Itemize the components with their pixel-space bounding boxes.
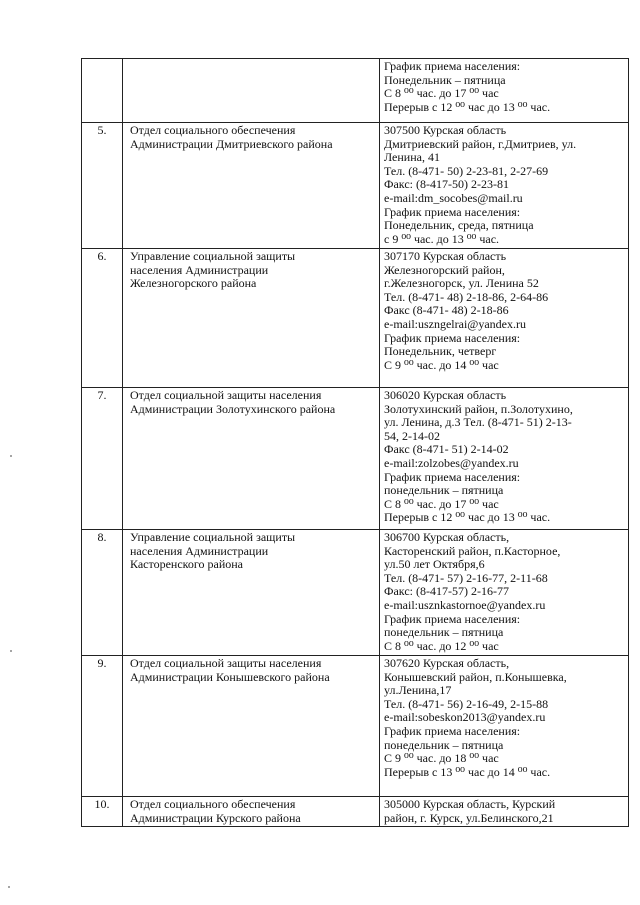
- organization-name-line: Администрации Курского района: [130, 810, 301, 825]
- contact-info-line: Понедельник – пятница: [384, 72, 506, 87]
- organization-name: [123, 656, 380, 797]
- table-row: [82, 123, 629, 249]
- contact-info-line: График приема населения:: [384, 469, 521, 484]
- table-row: [82, 388, 629, 530]
- contact-info-line: График приема населения:: [384, 723, 521, 738]
- contact-info-line: С 8 ⁰⁰ час. до 17 ⁰⁰ час: [384, 496, 499, 511]
- contact-info-line: с 9 ⁰⁰ час. до 13 ⁰⁰ час.: [384, 231, 500, 246]
- contact-info-line: e-mail:uszngelrai@yandex.ru: [384, 316, 526, 331]
- contact-info-line: С 9 ⁰⁰ час. до 14 ⁰⁰ час: [384, 357, 499, 372]
- table-row: [82, 656, 629, 797]
- organization-name-line: Управление социальной защиты: [130, 249, 296, 263]
- contact-info-line: Касторенский район, п.Касторное,: [384, 543, 561, 558]
- organization-name-line: Отдел социального обеспечения: [130, 797, 296, 811]
- contact-info-line: Факс (8-471- 51) 2-14-02: [384, 442, 509, 457]
- scan-speck: [8, 886, 10, 888]
- organization-name-line: Отдел социального обеспечения: [130, 123, 296, 137]
- contact-info-line: График приема населения:: [384, 330, 521, 345]
- contact-info-line: Железногорский район,: [384, 262, 505, 277]
- contact-info-line: Тел. (8-471- 57) 2-16-77, 2-11-68: [384, 570, 548, 585]
- contact-info: [380, 59, 629, 123]
- organization-name-line: Администрации Золотухинского района: [130, 401, 336, 416]
- contact-info-line: Факс: (8-417-50) 2-23-81: [384, 177, 509, 192]
- organization-name: [123, 388, 380, 530]
- offices-table: [81, 58, 629, 827]
- organization-name: [123, 123, 380, 249]
- contact-info-line: Перерыв с 12 ⁰⁰ час до 13 ⁰⁰ час.: [384, 510, 551, 525]
- table-row: [82, 797, 629, 827]
- row-number: 9.: [82, 656, 123, 797]
- organization-name-line: населения Администрации: [130, 262, 269, 277]
- row-number: 8.: [82, 530, 123, 656]
- contact-info-line: График приема населения:: [384, 204, 521, 219]
- organization-name: [123, 249, 380, 388]
- contact-info-line: e-mail:dm_socobes@mail.ru: [384, 190, 523, 205]
- contact-info-line: Понедельник, четверг: [384, 344, 497, 359]
- contact-info-line: С 8 ⁰⁰ час. до 12 ⁰⁰ час: [384, 638, 499, 653]
- organization-name-line: Железногорского района: [130, 276, 257, 291]
- contact-info: [380, 123, 629, 249]
- organization-name-line: Отдел социальной защиты населения: [130, 388, 322, 402]
- contact-info-line: 54, 2-14-02: [384, 428, 440, 443]
- contact-info-line: 306020 Курская область: [384, 388, 507, 402]
- contact-info-line: Факс (8-471- 48) 2-18-86: [384, 303, 509, 318]
- contact-info-line: График приема населения:: [384, 59, 521, 73]
- contact-info-line: район, г. Курск, ул.Белинского,21: [384, 810, 554, 825]
- table-row: [82, 59, 629, 123]
- contact-info-line: Тел. (8-471- 56) 2-16-49, 2-15-88: [384, 696, 549, 711]
- scan-speck: [10, 650, 12, 652]
- contact-info-line: ул.50 лет Октября,6: [384, 557, 485, 572]
- contact-info-line: понедельник – пятница: [384, 483, 504, 498]
- table-row: [82, 530, 629, 656]
- contact-info: [380, 656, 629, 797]
- contact-info-line: 305000 Курская область, Курский: [384, 797, 556, 811]
- contact-info-line: Перерыв с 13 ⁰⁰ час до 14 ⁰⁰ час.: [384, 764, 551, 779]
- organization-name: [123, 797, 380, 827]
- contact-info-line: С 9 ⁰⁰ час. до 18 ⁰⁰ час: [384, 751, 499, 766]
- contact-info-line: 307500 Курская область: [384, 123, 507, 137]
- contact-info-line: 306700 Курская область,: [384, 530, 510, 544]
- contact-info-line: Ленина, 41: [384, 150, 440, 165]
- contact-info-line: ул.Ленина,17: [384, 683, 452, 698]
- contact-info-line: Перерыв с 12 ⁰⁰ час до 13 ⁰⁰ час.: [384, 99, 551, 114]
- contact-info-line: 307170 Курская область: [384, 249, 507, 263]
- contact-info-line: г.Железногорск, ул. Ленина 52: [384, 276, 539, 291]
- organization-name-line: Администрации Дмитриевского района: [130, 136, 333, 151]
- contact-info: [380, 388, 629, 530]
- contact-info-line: Золотухинский район, п.Золотухино,: [384, 401, 573, 416]
- organization-name-line: населения Администрации: [130, 543, 269, 558]
- contact-info-line: e-mail:usznkastornoe@yandex.ru: [384, 597, 546, 612]
- organization-name-line: Администрации Конышевского района: [130, 669, 330, 684]
- scan-speck: [10, 455, 12, 457]
- contact-info: [380, 249, 629, 388]
- contact-info-line: График приема населения:: [384, 611, 521, 626]
- contact-info-line: e-mail:zolzobes@yandex.ru: [384, 455, 519, 470]
- organization-name-line: Управление социальной защиты: [130, 530, 296, 544]
- contact-info-line: С 8 ⁰⁰ час. до 17 ⁰⁰ час: [384, 86, 499, 101]
- row-number: 5.: [82, 123, 123, 249]
- contact-info-line: e-mail:sobeskon2013@yandex.ru: [384, 710, 546, 725]
- contact-info-line: Конышевский район, п.Конышевка,: [384, 669, 567, 684]
- organization-name: [123, 59, 380, 123]
- row-number: 7.: [82, 388, 123, 530]
- contact-info: [380, 530, 629, 656]
- row-number: 10.: [82, 797, 123, 827]
- contact-info-line: Тел. (8-471- 48) 2-18-86, 2-64-86: [384, 289, 549, 304]
- contact-info-line: Понедельник, среда, пятница: [384, 218, 534, 233]
- contact-info-line: ул. Ленина, д.3 Тел. (8-471- 51) 2-13-: [384, 415, 572, 430]
- row-number: [82, 59, 123, 123]
- contact-info: [380, 797, 629, 827]
- organization-name-line: Касторенского района: [130, 557, 243, 572]
- contact-info-line: понедельник – пятница: [384, 625, 504, 640]
- contact-info-line: 307620 Курская область,: [384, 656, 510, 670]
- organization-name-line: Отдел социальной защиты населения: [130, 656, 322, 670]
- contact-info-line: Тел. (8-471- 50) 2-23-81, 2-27-69: [384, 163, 549, 178]
- organization-name: [123, 530, 380, 656]
- contact-info-line: Факс: (8-417-57) 2-16-77: [384, 584, 509, 599]
- contact-info-line: Дмитриевский район, г.Дмитриев, ул.: [384, 136, 577, 151]
- row-number: 6.: [82, 249, 123, 388]
- table-row: [82, 249, 629, 388]
- contact-info-line: понедельник – пятница: [384, 737, 504, 752]
